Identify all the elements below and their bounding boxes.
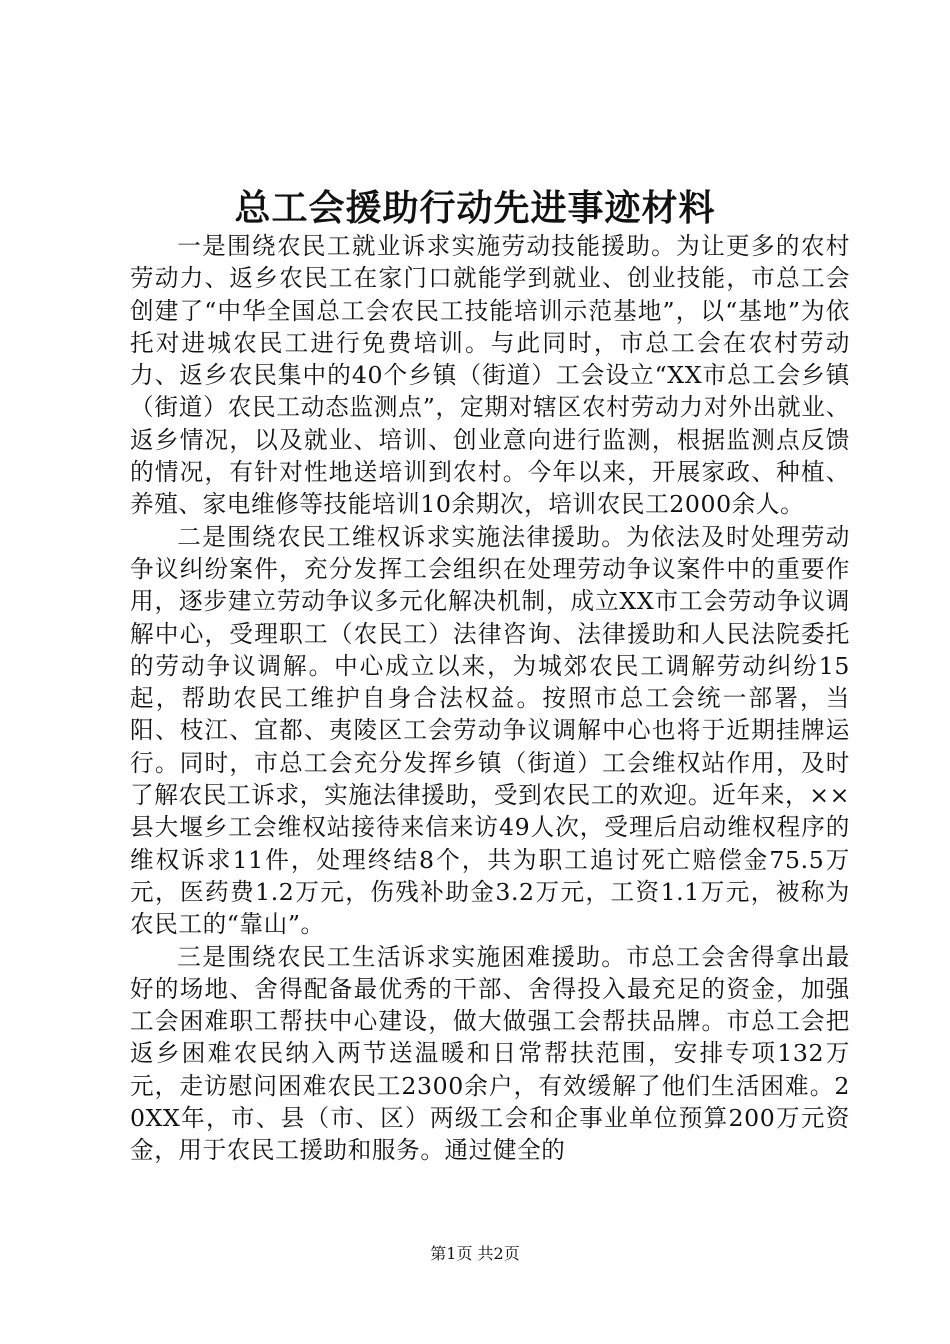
paragraph-skills-aid: 一是围绕农民工就业诉求实施劳动技能援助。为让更多的农村劳动力、返乡农民工在家门口就能学到就业、创业技能，市总工会创建了“中华全国总工会农民工技能培训示范基地”，以“基地”为依托对进城农民工进行免费培训。与此同时，市总工会在农村劳动力、返乡农民集中的40个乡镇（街道）工会设立“XX市总工会乡镇（街道）农民工动态监测点”，定期对辖区农村劳动力对外出就业、返乡情况，以及就业、培训、创业意向进行监测，根据监测点反馈的情况，有针对性地送培训到农村。今年以来，开展家政、种植、养殖、家电维修等技能培训10余期次，培训农民工2000余人。 <box>130 232 850 519</box>
document-body <box>130 230 850 1167</box>
page-footer: 第1页 共2页 <box>430 1244 520 1263</box>
paragraph-legal-aid: 二是围绕农民工维权诉求实施法律援助。为依法及时处理劳动争议纠纷案件，充分发挥工会组织在处理劳动争议案件中的重要作用，逐步建立劳动争议多元化解决机制，成立XX市工会劳动争议调解中心，受理职工（农民工）法律咨询、法律援助和人民法院委托的劳动争议调解。中心成立以来，为城郊农民工调解劳动纠纷15起，帮助农民工维护自身合法权益。按照市总工会统一部署，当阳、枝江、宜都、夷陵区工会劳动争议调解中心也将于近期挂牌运行。同时，市总工会充分发挥乡镇（街道）工会维权站作用，及时了解农民工诉求，实施法律援助，受到农民工的欢迎。近年来，××县大堰乡工会维权站接待来信来访49人次，受理后启动维权程序的维权诉求11件，处理终结8个，共为职工追讨死亡赔偿金75.5万元，医药费1.2万元，伤残补助金3.2万元，工资1.1万元，被称为农民工的“靠山”。 <box>130 522 850 939</box>
document-title: 总工会援助行动先进事迹材料 <box>234 187 716 229</box>
paragraph-hardship-aid: 三是围绕农民工生活诉求实施困难援助。市总工会舍得拿出最好的场地、舍得配备最优秀的干部、舍得投入最充足的资金，加强工会困难职工帮扶中心建设，做大做强工会帮扶品牌。市总工会把返乡困难农民纳入两节送温暖和日常帮扶范围，安排专项132万元，走访慰问困难农民工2300余户，有效缓解了他们生活困难。20XX年，市、县（市、区）两级工会和企事业单位预算200万元资金，用于农民工援助和服务。通过健全的 <box>130 942 850 1165</box>
